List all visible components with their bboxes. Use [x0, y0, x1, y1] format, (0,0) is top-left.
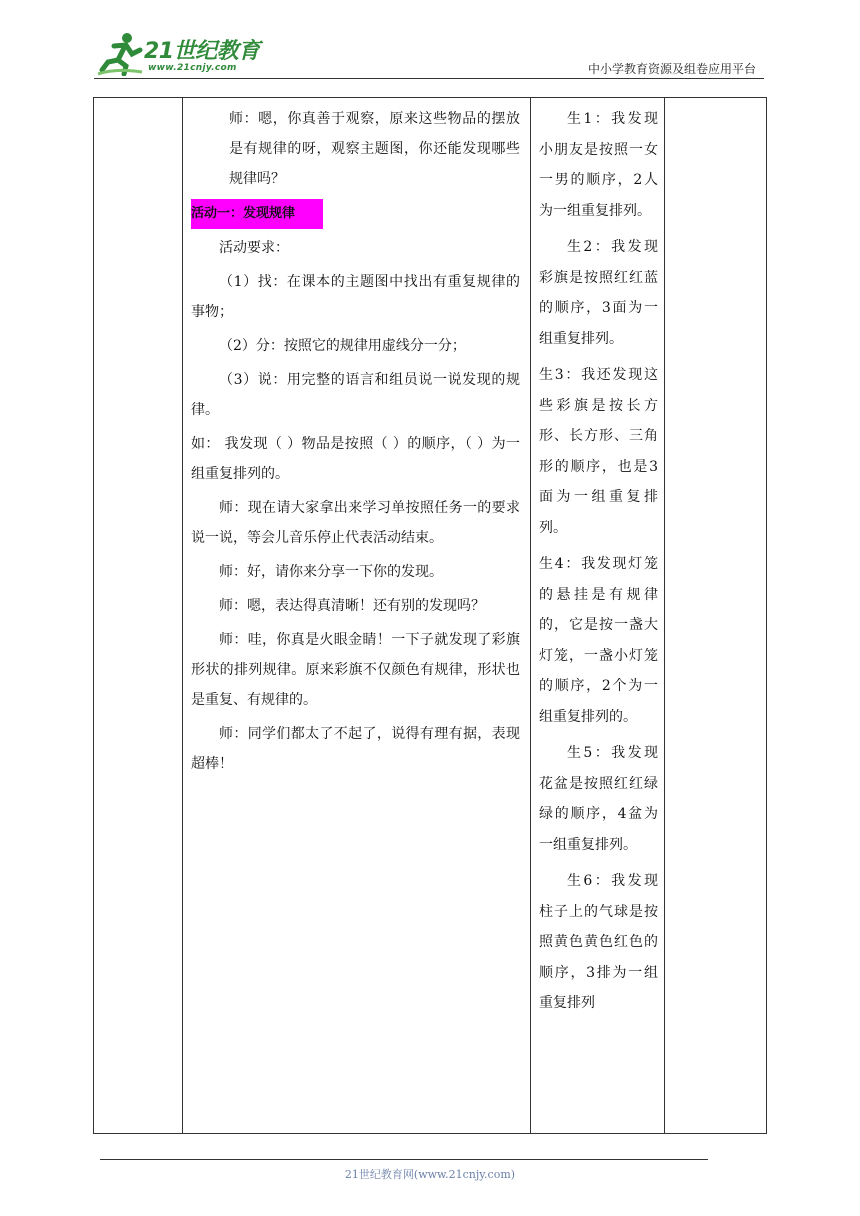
student-answer: 生2：我发现彩旗是按照红红蓝的顺序，3面为一组重复排列。 — [539, 239, 658, 347]
header-divider — [94, 78, 764, 79]
requirement-item: （2）分：按照它的规律用虚线分一分； — [219, 338, 466, 354]
teacher-paragraph: 师：嗯，你真善于观察，原来这些物品的摆放是有规律的呀，观察主题图，你还能发现哪些规律吗？ — [229, 111, 520, 187]
logo — [96, 30, 266, 80]
requirement-item: （1）找：在课本的主题图中找出有重复规律的事物； — [191, 274, 520, 320]
student-answer: 生4：我发现灯笼的悬挂是有规律的，它是按一盏大灯笼，一盏小灯笼的顺序，2个为一组重复排列的。 — [539, 556, 658, 725]
logo-text: 21世纪教育 — [144, 39, 260, 64]
requirements-title: 活动要求： — [219, 240, 289, 256]
teacher-paragraph: 师：同学们都太了不起了，说得有理有据，表现超棒！ — [191, 726, 520, 772]
student-answer: 生1：我发现小朋友是按照一女一男的顺序，2人为一组重复排列。 — [539, 111, 658, 219]
example-sentence: 如： 我发现（ ）物品是按照（ ）的顺序，（ ）为一组重复排列的。 — [191, 436, 520, 482]
teacher-paragraph: 师：现在请大家拿出来学习单按照任务一的要求说一说，等会儿音乐停止代表活动结束。 — [191, 500, 520, 546]
platform-name: 中小学教育资源及组卷应用平台 — [587, 62, 756, 76]
footer-text: 21世纪教育网(www.21cnjy.com) — [344, 1168, 516, 1181]
table-row — [94, 98, 767, 1134]
teacher-paragraph: 师：嗯，表达得真清晰！还有别的发现吗？ — [219, 598, 485, 614]
requirement-item: （3）说：用完整的语言和组员说一说发现的规律。 — [191, 372, 520, 418]
student-answer: 生5：我发现花盆是按照红红绿绿的顺序，4盆为一组重复排列。 — [539, 745, 658, 853]
student-answer: 生3：我还发现这些彩旗是按长方形、长方形、三角形的顺序，也是3面为一组重复排列。 — [539, 367, 658, 536]
logo-url: www.21cnjy.com — [148, 63, 237, 73]
lesson-table — [93, 97, 767, 1134]
teacher-activity-cell — [183, 98, 531, 1134]
stage-cell — [94, 98, 183, 1134]
student-activity-cell — [531, 98, 665, 1134]
runner-logo-icon — [96, 30, 144, 76]
teacher-paragraph: 师：哇，你真是火眼金睛！一下子就发现了彩旗形状的排列规律。原来彩旗不仅颜色有规律，形状也是重复、有规律的。 — [191, 632, 520, 708]
footer-divider — [100, 1159, 708, 1160]
student-answer: 生6：我发现柱子上的气球是按照黄色黄色红色的顺序，3排为一组重复排列 — [539, 873, 658, 1011]
intent-cell — [665, 98, 767, 1134]
teacher-paragraph: 师：好，请你来分享一下你的发现。 — [219, 564, 443, 580]
page-header — [0, 0, 860, 80]
activity-heading: 活动一：发现规律 — [191, 198, 520, 229]
